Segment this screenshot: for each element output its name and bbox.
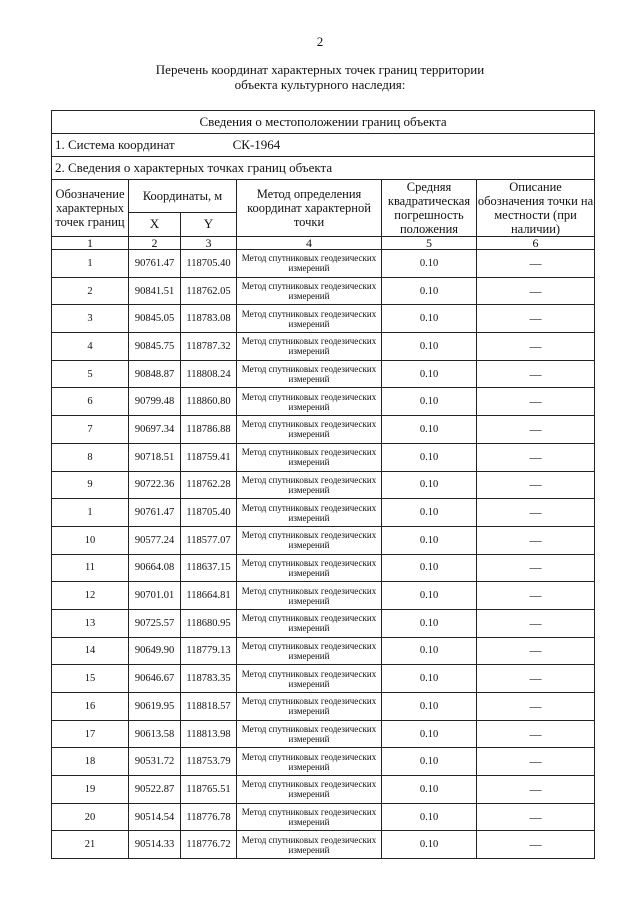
description-cell: — xyxy=(477,637,595,665)
x-cell: 90514.33 xyxy=(129,831,181,859)
description-cell: — xyxy=(477,471,595,499)
table-row xyxy=(52,526,595,554)
point-cell: 1 xyxy=(52,250,129,278)
method-cell: Метод спутниковых геодезических измерений xyxy=(237,499,382,527)
y-cell: 118783.08 xyxy=(181,305,237,333)
accuracy-cell: 0.10 xyxy=(382,499,477,527)
description-cell: — xyxy=(477,831,595,859)
x-cell: 90761.47 xyxy=(129,499,181,527)
y-cell: 118705.40 xyxy=(181,250,237,278)
x-cell: 90613.58 xyxy=(129,720,181,748)
y-cell: 118765.51 xyxy=(181,776,237,804)
description-cell: — xyxy=(477,693,595,721)
x-cell: 90664.08 xyxy=(129,554,181,582)
y-cell: 118783.35 xyxy=(181,665,237,693)
accuracy-cell: 0.10 xyxy=(382,720,477,748)
method-cell: Метод спутниковых геодезических измерений xyxy=(237,720,382,748)
description-cell: — xyxy=(477,720,595,748)
y-cell: 118664.81 xyxy=(181,582,237,610)
table-row xyxy=(52,277,595,305)
point-cell: 2 xyxy=(52,277,129,305)
x-cell: 90799.48 xyxy=(129,388,181,416)
point-cell: 11 xyxy=(52,554,129,582)
accuracy-cell: 0.10 xyxy=(382,803,477,831)
point-cell: 17 xyxy=(52,720,129,748)
description-cell: — xyxy=(477,388,595,416)
table-row xyxy=(52,720,595,748)
method-cell: Метод спутниковых геодезических измерений xyxy=(237,305,382,333)
description-cell: — xyxy=(477,748,595,776)
description-cell: — xyxy=(477,582,595,610)
accuracy-cell: 0.10 xyxy=(382,665,477,693)
y-cell: 118779.13 xyxy=(181,637,237,665)
accuracy-cell: 0.10 xyxy=(382,250,477,278)
method-cell: Метод спутниковых геодезических измерений xyxy=(237,443,382,471)
x-cell: 90649.90 xyxy=(129,637,181,665)
x-cell: 90761.47 xyxy=(129,250,181,278)
table-row xyxy=(52,831,595,859)
point-cell: 14 xyxy=(52,637,129,665)
coordinate-system-value: СК-1964 xyxy=(232,137,281,152)
method-cell: Метод спутниковых геодезических измерений xyxy=(237,250,382,278)
x-cell: 90718.51 xyxy=(129,443,181,471)
x-cell: 90841.51 xyxy=(129,277,181,305)
column-number: 4 xyxy=(237,237,382,250)
accuracy-cell: 0.10 xyxy=(382,637,477,665)
y-cell: 118637.15 xyxy=(181,554,237,582)
title-line-2: объекта культурного наследия: xyxy=(234,77,406,92)
method-cell: Метод спутниковых геодезических измерений xyxy=(237,693,382,721)
section-header: Сведения о местоположении границ объекта xyxy=(52,111,595,134)
table-row xyxy=(52,443,595,471)
column-number: 1 xyxy=(52,237,129,250)
column-number: 6 xyxy=(477,237,595,250)
table-row xyxy=(52,582,595,610)
description-cell: — xyxy=(477,665,595,693)
point-cell: 3 xyxy=(52,305,129,333)
description-cell: — xyxy=(477,499,595,527)
table-row xyxy=(52,305,595,333)
method-cell: Метод спутниковых геодезических измерений xyxy=(237,388,382,416)
y-cell: 118787.32 xyxy=(181,333,237,361)
header-designation: Обозначение характерных точек границ xyxy=(52,180,129,237)
x-cell: 90531.72 xyxy=(129,748,181,776)
header-description: Описание обозначения точки на местности (при наличии) xyxy=(477,180,594,236)
table-row xyxy=(52,665,595,693)
point-cell: 15 xyxy=(52,665,129,693)
point-cell: 6 xyxy=(52,388,129,416)
accuracy-cell: 0.10 xyxy=(382,526,477,554)
accuracy-cell: 0.10 xyxy=(382,693,477,721)
point-cell: 9 xyxy=(52,471,129,499)
column-number: 3 xyxy=(181,237,237,250)
x-cell: 90522.87 xyxy=(129,776,181,804)
y-cell: 118577.07 xyxy=(181,526,237,554)
method-cell: Метод спутниковых геодезических измерений xyxy=(237,665,382,693)
point-cell: 18 xyxy=(52,748,129,776)
description-cell: — xyxy=(477,803,595,831)
table-row xyxy=(52,333,595,361)
table-row xyxy=(52,388,595,416)
method-cell: Метод спутниковых геодезических измерений xyxy=(237,333,382,361)
point-cell: 5 xyxy=(52,360,129,388)
x-cell: 90845.75 xyxy=(129,333,181,361)
description-cell: — xyxy=(477,526,595,554)
header-y: Y xyxy=(181,212,237,236)
description-cell: — xyxy=(477,443,595,471)
method-cell: Метод спутниковых геодезических измерений xyxy=(237,526,382,554)
method-cell: Метод спутниковых геодезических измерений xyxy=(237,277,382,305)
point-cell: 16 xyxy=(52,693,129,721)
method-cell: Метод спутниковых геодезических измерений xyxy=(237,831,382,859)
table-row xyxy=(52,637,595,665)
table-row xyxy=(52,803,595,831)
table-row xyxy=(52,360,595,388)
point-cell: 1 xyxy=(52,499,129,527)
accuracy-cell: 0.10 xyxy=(382,609,477,637)
table-row xyxy=(52,416,595,444)
column-number: 2 xyxy=(129,237,181,250)
header-coordinates: Координаты, м xyxy=(129,180,237,213)
description-cell: — xyxy=(477,305,595,333)
header-x: X xyxy=(129,212,181,236)
description-cell: — xyxy=(477,333,595,361)
y-cell: 118813.98 xyxy=(181,720,237,748)
page-number: 2 xyxy=(316,34,324,49)
x-cell: 90619.95 xyxy=(129,693,181,721)
y-cell: 118786.88 xyxy=(181,416,237,444)
point-cell: 10 xyxy=(52,526,129,554)
coordinates-table xyxy=(51,110,595,859)
description-cell: — xyxy=(477,277,595,305)
accuracy-cell: 0.10 xyxy=(382,305,477,333)
description-cell: — xyxy=(477,609,595,637)
point-cell: 20 xyxy=(52,803,129,831)
y-cell: 118762.28 xyxy=(181,471,237,499)
x-cell: 90577.24 xyxy=(129,526,181,554)
accuracy-cell: 0.10 xyxy=(382,416,477,444)
description-cell: — xyxy=(477,554,595,582)
table-row xyxy=(52,499,595,527)
accuracy-cell: 0.10 xyxy=(382,471,477,499)
accuracy-cell: 0.10 xyxy=(382,776,477,804)
point-cell: 13 xyxy=(52,609,129,637)
point-cell: 21 xyxy=(52,831,129,859)
column-number: 5 xyxy=(382,237,477,250)
accuracy-cell: 0.10 xyxy=(382,748,477,776)
description-cell: — xyxy=(477,776,595,804)
description-cell: — xyxy=(477,250,595,278)
x-cell: 90722.36 xyxy=(129,471,181,499)
method-cell: Метод спутниковых геодезических измерений xyxy=(237,554,382,582)
header-accuracy: Средняя квадратическая погрешность положения xyxy=(382,180,477,237)
accuracy-cell: 0.10 xyxy=(382,443,477,471)
document-title xyxy=(0,62,640,92)
y-cell: 118808.24 xyxy=(181,360,237,388)
table-row xyxy=(52,776,595,804)
method-cell: Метод спутниковых геодезических измерений xyxy=(237,416,382,444)
accuracy-cell: 0.10 xyxy=(382,582,477,610)
x-cell: 90725.57 xyxy=(129,609,181,637)
y-cell: 118818.57 xyxy=(181,693,237,721)
y-cell: 118776.78 xyxy=(181,803,237,831)
accuracy-cell: 0.10 xyxy=(382,831,477,859)
table-row xyxy=(52,748,595,776)
point-cell: 4 xyxy=(52,333,129,361)
table-row xyxy=(52,554,595,582)
x-cell: 90845.05 xyxy=(129,305,181,333)
y-cell: 118705.40 xyxy=(181,499,237,527)
y-cell: 118776.72 xyxy=(181,831,237,859)
x-cell: 90646.67 xyxy=(129,665,181,693)
y-cell: 118860.80 xyxy=(181,388,237,416)
accuracy-cell: 0.10 xyxy=(382,277,477,305)
x-cell: 90514.54 xyxy=(129,803,181,831)
point-cell: 19 xyxy=(52,776,129,804)
method-cell: Метод спутниковых геодезических измерений xyxy=(237,360,382,388)
method-cell: Метод спутниковых геодезических измерений xyxy=(237,582,382,610)
y-cell: 118680.95 xyxy=(181,609,237,637)
table-row xyxy=(52,693,595,721)
method-cell: Метод спутниковых геодезических измерений xyxy=(237,637,382,665)
accuracy-cell: 0.10 xyxy=(382,388,477,416)
table-row xyxy=(52,471,595,499)
coordinate-system-row xyxy=(52,134,595,157)
accuracy-cell: 0.10 xyxy=(382,554,477,582)
table-row xyxy=(52,250,595,278)
coordinate-system-label: 1. Система координат xyxy=(55,137,175,152)
point-cell: 12 xyxy=(52,582,129,610)
y-cell: 118759.41 xyxy=(181,443,237,471)
accuracy-cell: 0.10 xyxy=(382,333,477,361)
x-cell: 90848.87 xyxy=(129,360,181,388)
title-line-1: Перечень координат характерных точек границ территории xyxy=(155,62,485,77)
point-cell: 7 xyxy=(52,416,129,444)
method-cell: Метод спутниковых геодезических измерений xyxy=(237,776,382,804)
y-cell: 118753.79 xyxy=(181,748,237,776)
method-cell: Метод спутниковых геодезических измерений xyxy=(237,803,382,831)
points-section-header: 2. Сведения о характерных точках границ объекта xyxy=(52,157,595,180)
method-cell: Метод спутниковых геодезических измерений xyxy=(237,609,382,637)
method-cell: Метод спутниковых геодезических измерений xyxy=(237,471,382,499)
table-row xyxy=(52,609,595,637)
y-cell: 118762.05 xyxy=(181,277,237,305)
description-cell: — xyxy=(477,416,595,444)
description-cell: — xyxy=(477,360,595,388)
header-method: Метод определения координат характерной точки xyxy=(237,180,382,237)
x-cell: 90697.34 xyxy=(129,416,181,444)
x-cell: 90701.01 xyxy=(129,582,181,610)
method-cell: Метод спутниковых геодезических измерений xyxy=(237,748,382,776)
accuracy-cell: 0.10 xyxy=(382,360,477,388)
point-cell: 8 xyxy=(52,443,129,471)
